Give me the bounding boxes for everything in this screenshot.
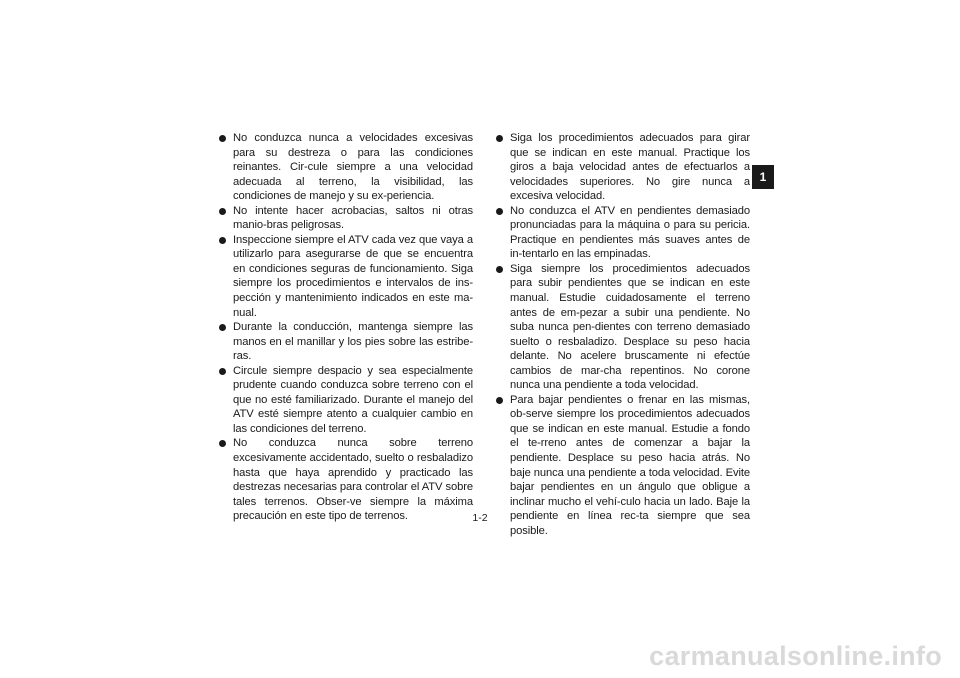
bullet-dot-icon [219, 324, 226, 331]
bullet-text: No conduzca nunca sobre terreno excesivamente accidentado, suelto o resbaladizo hasta que haya aprendido y practicado las destrezas necesarias para controlar el ATV sobre tales terrenos. Obser-ve siempre la máxima precaución en este tipo de terrenos. [233, 437, 473, 523]
bullet-text: Siga los procedimientos adecuados para girar que se indican en este manual. Practique los giros a baja velocidad antes de efectuarlos a velocidades superiores. No gire nunca a excesiva velocidad. [510, 132, 750, 203]
bullet-dot-icon [219, 440, 226, 447]
bullet-dot-icon [219, 368, 226, 375]
bullet-text: Durante la conducción, mantenga siempre las manos en el manillar y los pies sobre las estribe-ras. [233, 321, 473, 363]
bullet-item [496, 262, 750, 393]
bullet-item [219, 233, 473, 320]
bullet-dot-icon [496, 397, 503, 404]
bullet-dot-icon [496, 266, 503, 273]
bullet-item [496, 204, 750, 262]
right-column [496, 131, 750, 538]
bullet-dot-icon [496, 135, 503, 142]
bullet-dot-icon [496, 208, 503, 215]
bullet-text: No intente hacer acrobacias, saltos ni otras manio-bras peligrosas. [233, 204, 473, 232]
bullet-text: Inspeccione siempre el ATV cada vez que vaya a utilizarlo para asegurarse de que se encuentra en condiciones seguras de funcionamiento. Siga siempre los procedimientos e intervalos de ins-pección y mantenimiento indicados en este ma-nual. [233, 233, 473, 319]
bullet-text: Para bajar pendientes o frenar en las mismas, ob-serve siempre los procedimientos adecuados que se indican en este manual. Estudie a fondo el te-rreno antes de comenzar a bajar la pendiente. Desplace su peso hacia atrás. No baje nunca una pendiente a toda velocidad. Evite bajar pendientes en un ángulo que obligue a inclinar mucho el vehí-culo hacia un lado. Baje la pendiente en línea rec-ta siempre que sea posible. [510, 393, 750, 537]
bullet-item [496, 131, 750, 204]
bullet-text: No conduzca nunca a velocidades excesivas para su destreza o para las condiciones reinantes. Cir-cule siempre a una velocidad adecuada al terreno, la visibilidad, las condiciones de manejo y su ex-periencia. [233, 132, 473, 203]
watermark: carmanualsonline.info [649, 641, 942, 671]
bullet-text: Siga siempre los procedimientos adecuados para subir pendientes que se indican en este manual. Estudie cuidadosamente el terreno antes de em-pezar a subir una pendiente. No suba nunca pen-dientes con terreno demasiado suelto o resbaladizo. Desplace su peso hacia delante. No acelere bruscamente ni efectúe cambios de mar-cha repentinos. No corone nunca una pendiente a toda velocidad. [510, 262, 750, 392]
bullet-item [219, 364, 473, 437]
bullet-item [219, 131, 473, 204]
chapter-tab: 1 [752, 165, 774, 189]
bullet-item [219, 436, 473, 523]
bullet-text: Circule siempre despacio y sea especialmente prudente cuando conduzca sobre terreno con el que no esté familiarizado. Durante el manejo del ATV esté siempre atento a cualquier cambio en las condiciones del terreno. [233, 364, 473, 435]
bullet-text: No conduzca el ATV en pendientes demasiado pronunciadas para la máquina o para su pericia. Practique en pendientes más suaves antes de in-tentarlo en las empinadas. [510, 204, 750, 261]
bullet-item [219, 204, 473, 233]
bullet-dot-icon [219, 208, 226, 215]
bullet-dot-icon [219, 135, 226, 142]
bullet-item [219, 320, 473, 364]
left-column [219, 131, 473, 524]
page-number: 1-2 [472, 512, 488, 524]
bullet-dot-icon [219, 237, 226, 244]
